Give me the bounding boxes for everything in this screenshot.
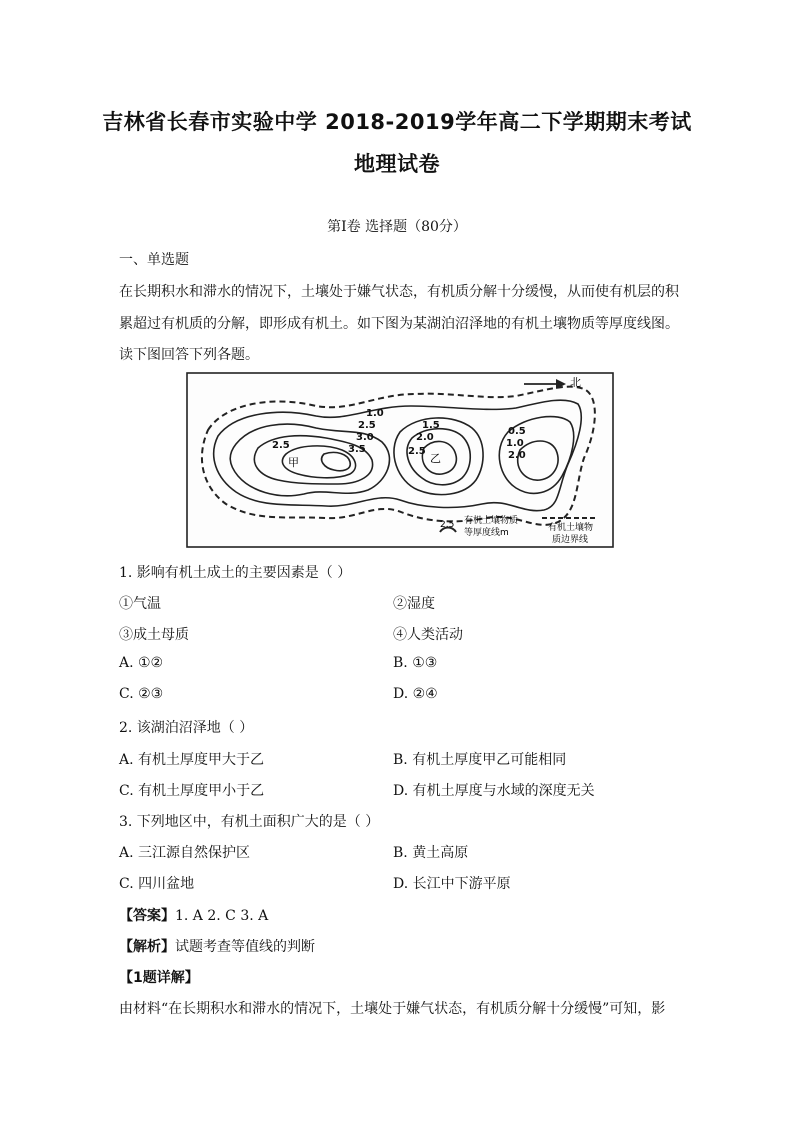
q3-option-b: B. 黄土高原	[393, 845, 469, 861]
q2-option-a: A. 有机土厚度甲大于乙	[119, 752, 265, 768]
part-heading: 一、单选题	[119, 252, 189, 268]
legend-boundary-label-1: 有机土壤物	[548, 523, 594, 533]
q2-option-d: D. 有机土厚度与水域的深度无关	[393, 783, 595, 799]
question-1-stem: 1. 影响有机土成土的主要因素是（ ）	[119, 565, 352, 581]
contour-label: 3.0	[356, 432, 374, 443]
q1-factor-3: ③成土母质	[119, 627, 189, 643]
figure-frame	[187, 373, 613, 547]
contour-label: 2.5	[408, 446, 426, 457]
intro-line-1: 在长期积水和滞水的情况下，土壤处于嫌气状态，有机质分解十分缓慢，从而使有机层的积	[119, 284, 679, 300]
q1-factor-4: ④人类活动	[393, 627, 463, 643]
answer-text: 1. A 2. C 3. A	[175, 908, 269, 924]
q1-option-d: D. ②④	[393, 686, 438, 702]
legend-contour-label-2: 等厚度线m	[464, 528, 509, 538]
answer-label: 【答案】	[119, 908, 175, 924]
legend-boundary-label-2: 质边界线	[552, 535, 589, 545]
contour-label: 2.5	[358, 420, 376, 431]
contour-map-figure	[186, 372, 614, 548]
analysis-text: 试题考查等值线的判断	[175, 939, 315, 955]
section-heading: 第Ⅰ卷 选择题（80分）	[327, 219, 467, 235]
contour-label: 1.0	[366, 408, 384, 419]
q1-option-a: A. ①②	[119, 655, 164, 671]
detail-heading: 【1题详解】	[119, 970, 199, 986]
q1-factor-1: ①气温	[119, 596, 161, 612]
q1-factor-2: ②湿度	[393, 596, 435, 612]
answer-line	[119, 905, 268, 925]
intro-line-3: 读下图回答下列各题。	[119, 347, 259, 363]
q2-option-b: B. 有机土厚度甲乙可能相同	[393, 752, 567, 768]
intro-line-2: 累超过有机质的分解，即形成有机土。如下图为某湖泊沼泽地的有机土壤物质等厚度线图。	[119, 316, 679, 332]
question-2-stem: 2. 该湖泊沼泽地（ ）	[119, 720, 254, 736]
north-label: 北	[570, 376, 581, 389]
contour-map	[186, 372, 614, 548]
contour-label: 2.0	[416, 432, 434, 443]
place-label-yi: 乙	[430, 452, 441, 465]
document-title: 吉林省长春市实验中学 2018-2019学年高二下学期期末考试	[102, 110, 692, 134]
q3-option-a: A. 三江源自然保护区	[119, 845, 251, 861]
legend-contour-label-1: 有机土壤物质	[464, 516, 519, 526]
q1-option-b: B. ①③	[393, 655, 438, 671]
q3-option-c: C. 四川盆地	[119, 876, 195, 892]
document-subtitle: 地理试卷	[354, 152, 440, 176]
contour-label: 1.5	[422, 420, 440, 431]
detail-text: 由材料“在长期积水和滞水的情况下，土壤处于嫌气状态，有机质分解十分缓慢”可知，影	[119, 1001, 666, 1017]
question-3-stem: 3. 下列地区中，有机土面积广大的是（ ）	[119, 814, 380, 830]
contour-label: 0.5	[508, 426, 526, 437]
analysis-line	[119, 936, 315, 956]
contour-label: 2.5	[272, 440, 290, 451]
contour-label: 3.5	[348, 444, 366, 455]
place-label-jia: 甲	[288, 456, 299, 469]
contour-label: 1.0	[506, 438, 524, 449]
analysis-label: 【解析】	[119, 939, 175, 955]
q2-option-c: C. 有机土厚度甲小于乙	[119, 783, 265, 799]
contour-label: 2.0	[508, 450, 526, 461]
legend-value-sample: 2.5	[440, 520, 455, 530]
q1-option-c: C. ②③	[119, 686, 164, 702]
q3-option-d: D. 长江中下游平原	[393, 876, 511, 892]
